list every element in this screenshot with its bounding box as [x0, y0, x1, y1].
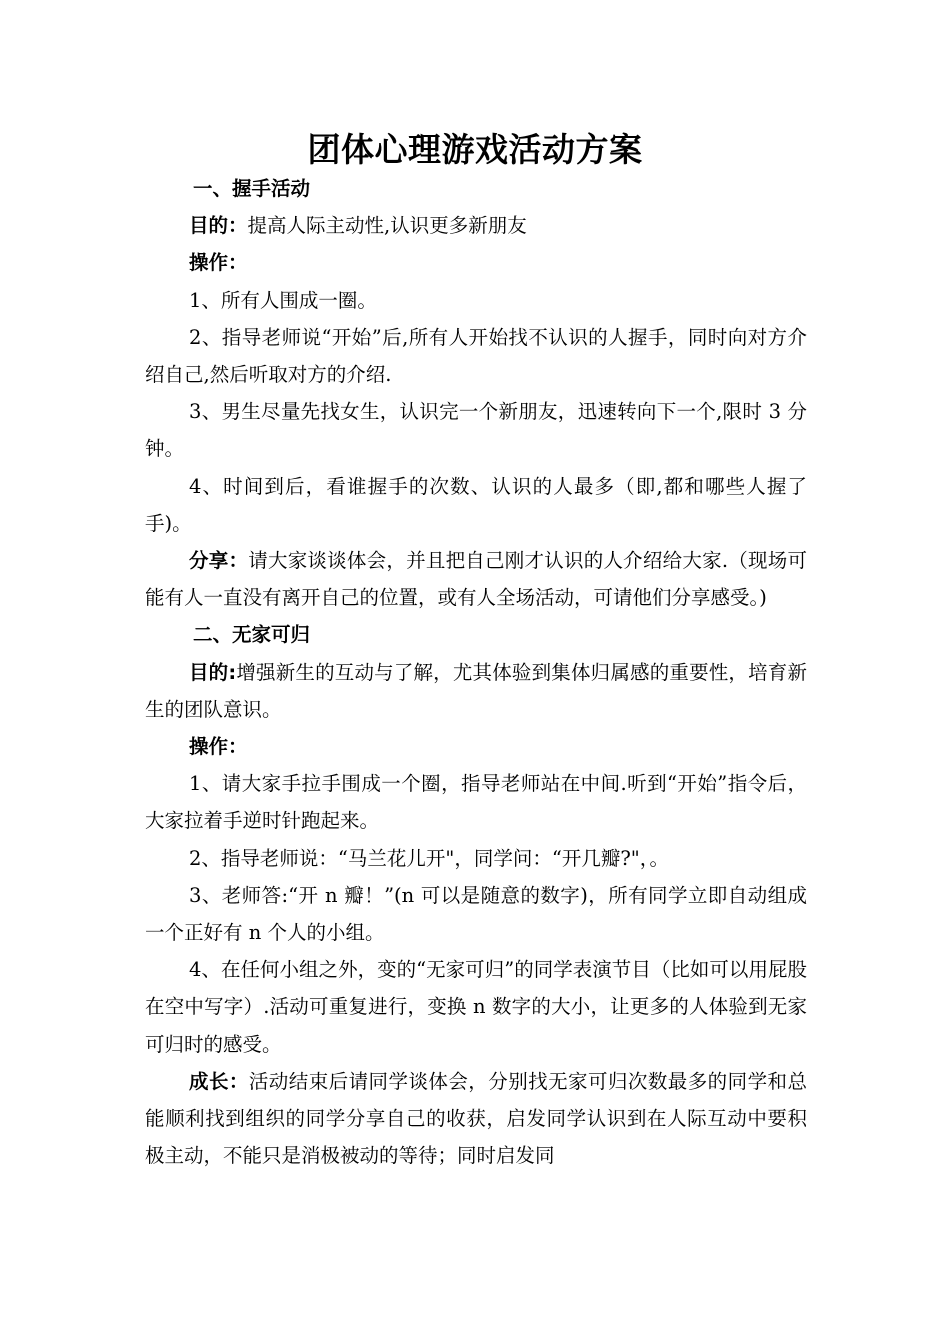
- share-label: 分享：: [189, 549, 249, 573]
- step-paragraph: 2、指导老师说：“马兰花儿开"，同学问：“开几瓣?"，。: [189, 846, 669, 870]
- purpose-label: 目的：: [189, 214, 248, 238]
- purpose-text: 增强新生的互动与了解，尤其体验到集体归属感的重要性，培育新生的团队意识。: [145, 660, 807, 721]
- operation-label: 操作：: [189, 251, 248, 275]
- step-paragraph: 1、请大家手拉手围成一个圈，指导老师站在中间.听到“开始”指令后，大家拉着手逆时针跑起来。: [145, 772, 807, 833]
- document-body: [145, 170, 807, 1174]
- purpose-paragraph: [145, 654, 807, 728]
- share-text: 请大家谈谈体会，并且把自己刚才认识的人介绍给大家.（现场可能有人一直没有离开自己的位置，或有人全场活动，可请他们分享感受。): [145, 549, 807, 610]
- section-heading-homeless: 二、无家可归: [193, 623, 311, 647]
- purpose-label: 目的:: [189, 660, 237, 684]
- purpose-text: 提高人际主动性,认识更多新朋友: [247, 214, 527, 238]
- purpose-paragraph: [145, 207, 807, 244]
- document-title: 团体心理游戏活动方案: [307, 130, 643, 169]
- operation-paragraph: [145, 728, 807, 765]
- step-paragraph: 3、男生尽量先找女生，认识完一个新朋友，迅速转向下一个,限时 3 分钟。: [145, 400, 807, 461]
- growth-paragraph: [145, 1063, 807, 1175]
- section-heading-handshake: 一、握手活动: [193, 177, 311, 200]
- operation-paragraph: [145, 244, 807, 281]
- share-paragraph: [145, 542, 807, 616]
- step-paragraph: 4、在任何小组之外，变的“无家可归”的同学表演节目（比如可以用屁股在空中写字）.活动可重复进行，变换 n 数字的大小，让更多的人体验到无家可归时的感受。: [145, 958, 807, 1056]
- step-paragraph: 2、指导老师说“开始”后,所有人开始找不认识的人握手，同时向对方介绍自己,然后听取对方的介绍.: [145, 325, 807, 387]
- growth-label: 成长：: [189, 1069, 249, 1093]
- growth-text: 活动结束后请同学谈体会，分别找无家可归次数最多的同学和总能顺利找到组织的同学分享自己的收获，启发同学认识到在人际互动中要积极主动，不能只是消极被动的等待；同时启发同: [145, 1069, 807, 1168]
- operation-label: 操作：: [189, 735, 248, 759]
- step-paragraph: 4、时间到后，看谁握手的次数、认识的人最多（即,都和哪些人握了手)。: [145, 474, 807, 535]
- step-paragraph: 3、老师答:“开 n 瓣！”(n 可以是随意的数字)，所有同学立即自动组成一个正好有 n 个人的小组。: [145, 883, 807, 945]
- step-paragraph: 1、所有人围成一圈。: [189, 288, 377, 312]
